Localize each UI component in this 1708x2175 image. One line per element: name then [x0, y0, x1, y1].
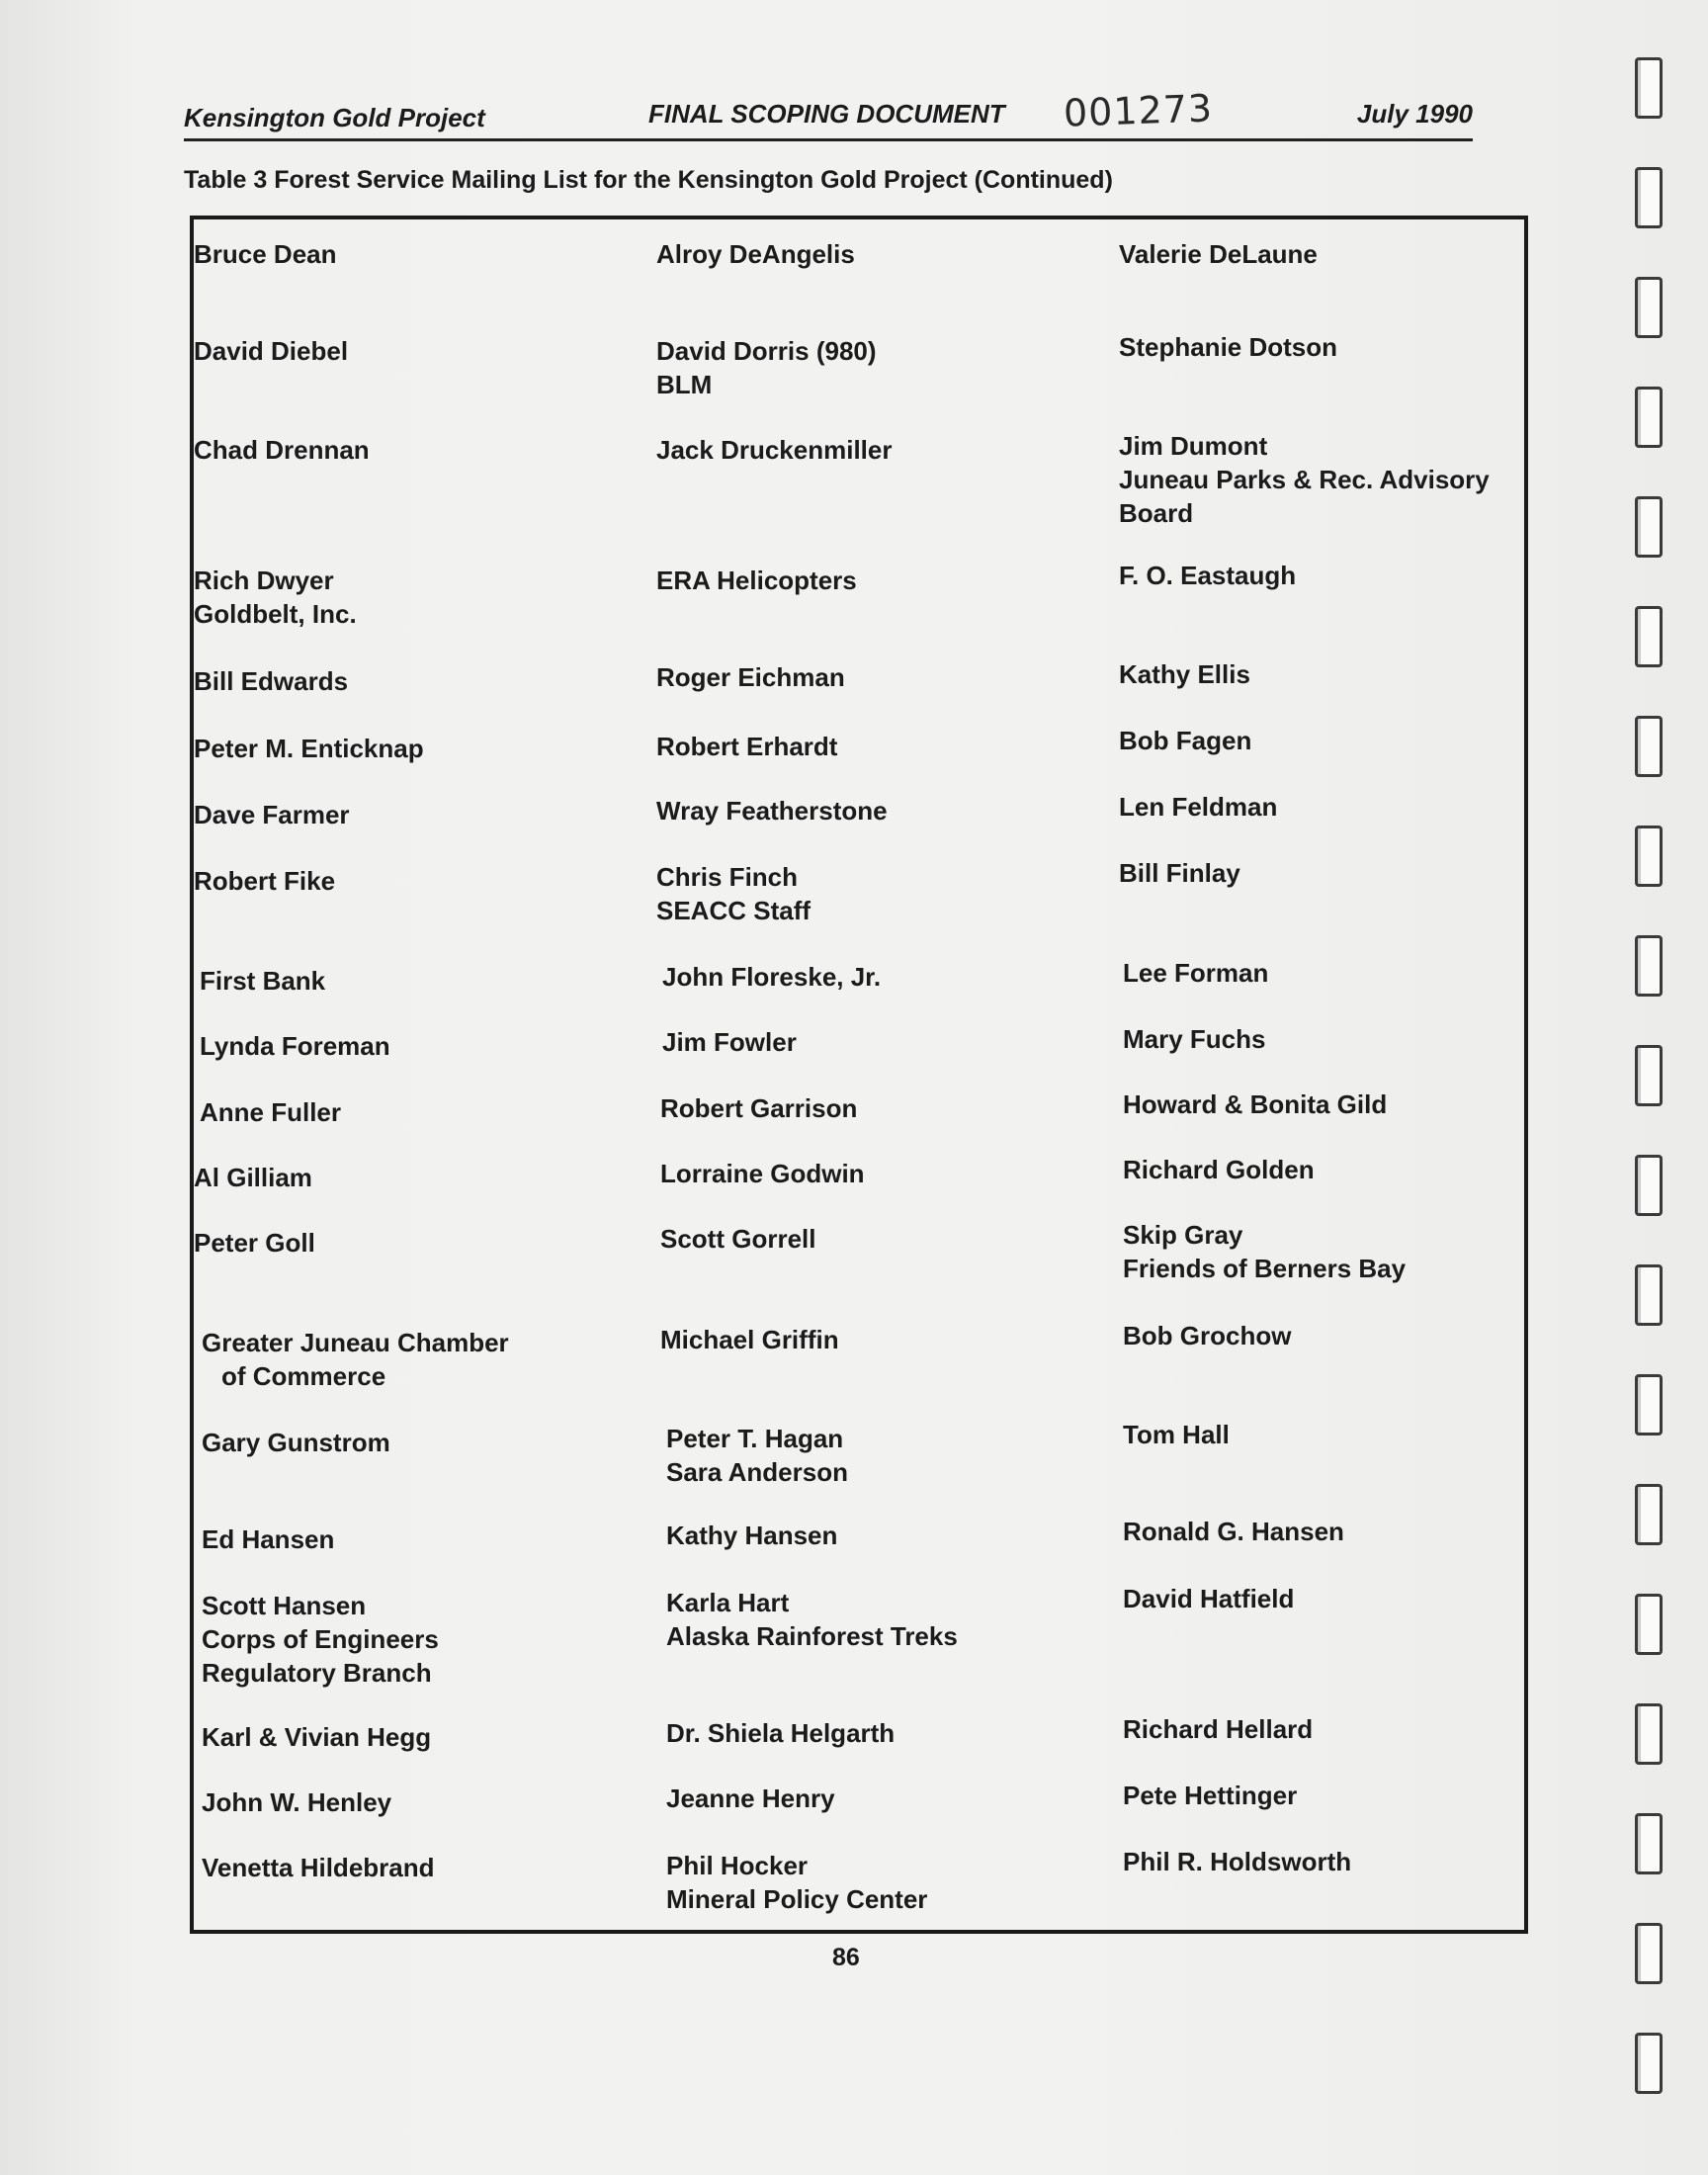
entry-affiliation: Goldbelt, Inc. [194, 599, 357, 629]
entry-name: Scott Hansen [202, 1591, 367, 1620]
mailing-list-entry [1123, 1319, 1291, 1352]
mailing-list-entry [202, 1426, 390, 1459]
mailing-list-entry [194, 237, 337, 271]
entry-affiliation: SEACC Staff [656, 896, 811, 925]
handwritten-document-number: 001273 [1063, 86, 1214, 135]
entry-name: Bruce Dean [194, 239, 337, 269]
mailing-list-entry [656, 660, 845, 694]
entry-name: F. O. Eastaugh [1119, 561, 1297, 590]
mailing-list-entry [194, 1226, 315, 1260]
mailing-list-entry [666, 1782, 835, 1815]
mailing-list-entry [666, 1716, 895, 1750]
entry-name: Bill Edwards [194, 666, 349, 696]
entry-name: Roger Eichman [656, 662, 845, 692]
page-header [184, 86, 1473, 141]
mailing-list-entry [194, 798, 350, 831]
mailing-list-entry [194, 433, 370, 467]
entry-name: ERA Helicopters [656, 566, 857, 595]
mailing-list-entry [194, 732, 424, 765]
entry-name: Anne Fuller [200, 1097, 342, 1127]
entry-name: Tom Hall [1123, 1420, 1230, 1449]
entry-name: Karla Hart [666, 1588, 790, 1617]
page-number: 86 [832, 1944, 860, 1971]
mailing-list-entry [666, 1519, 837, 1552]
entry-name: John Floreske, Jr. [662, 962, 882, 992]
mailing-list-entry [200, 964, 325, 998]
entry-name: Wray Featherstone [656, 796, 888, 826]
entry-name: Pete Hettinger [1123, 1781, 1298, 1810]
entry-name: Peter M. Enticknap [194, 734, 424, 763]
binder-hole [1635, 606, 1663, 667]
entry-name: Al Gilliam [194, 1163, 312, 1192]
entry-name: Dr. Shiela Helgarth [666, 1718, 896, 1748]
entry-affiliation: Board [1119, 498, 1194, 528]
entry-name: Lee Forman [1123, 958, 1269, 988]
mailing-list-entry [666, 1422, 848, 1489]
mailing-list-entry [1119, 559, 1296, 592]
project-name: Kensington Gold Project [184, 103, 485, 132]
mailing-list-entry [1123, 1153, 1315, 1186]
mailing-list-entry [1123, 1218, 1406, 1285]
binder-hole [1635, 1374, 1663, 1436]
mailing-list-entry [660, 1091, 857, 1125]
binder-hole [1635, 1594, 1663, 1655]
mailing-list-entry [1119, 330, 1337, 364]
table-title: Table 3 Forest Service Mailing List for the Kensington Gold Project (Continued) [184, 166, 1113, 194]
entry-name: Robert Fike [194, 866, 336, 896]
mailing-list-entry [194, 664, 348, 698]
entry-name: Gary Gunstrom [202, 1428, 390, 1457]
mailing-list-entry [656, 794, 888, 827]
mailing-list-entry [1123, 1582, 1294, 1615]
entry-name: Bob Grochow [1123, 1321, 1292, 1350]
entry-name: Lorraine Godwin [660, 1159, 865, 1188]
mailing-list-entry [1119, 724, 1251, 757]
entry-name: Stephanie Dotson [1119, 332, 1338, 362]
entry-name: David Diebel [194, 336, 349, 366]
mailing-list-entry [1119, 237, 1318, 271]
entry-name: Richard Hellard [1123, 1714, 1314, 1744]
binder-holes [1635, 57, 1661, 2153]
entry-name: Greater Juneau Chamber [202, 1328, 509, 1357]
mailing-list-entry [194, 564, 357, 631]
entry-name: Len Feldman [1119, 792, 1278, 822]
binder-hole [1635, 826, 1663, 887]
mailing-list-entry [656, 433, 892, 467]
mailing-list-entry [200, 1029, 390, 1063]
binder-hole [1635, 387, 1663, 448]
binder-hole [1635, 935, 1663, 997]
mailing-list-entry [656, 860, 811, 927]
entry-name: Rich Dwyer [194, 566, 334, 595]
entry-name: Skip Gray [1123, 1220, 1243, 1250]
document-title: FINAL SCOPING DOCUMENT [648, 99, 1005, 129]
mailing-list-entry [202, 1326, 509, 1393]
document-date: July 1990 [1356, 99, 1473, 129]
binder-hole [1635, 167, 1663, 228]
mailing-list-entry [666, 1586, 958, 1653]
mailing-list-entry [1119, 429, 1490, 530]
entry-name: Kathy Hansen [666, 1521, 838, 1550]
mailing-list-entry [194, 864, 335, 898]
mailing-list-entry [660, 1222, 815, 1256]
binder-hole [1635, 716, 1663, 777]
mailing-list-entry [1119, 856, 1240, 890]
mailing-list-entry [194, 334, 348, 368]
entry-name: Jim Dumont [1119, 431, 1268, 461]
entry-name: Phil Hocker [666, 1851, 809, 1880]
entry-name: Robert Garrison [660, 1093, 858, 1123]
mailing-list-entry [202, 1851, 435, 1884]
binder-hole [1635, 1264, 1663, 1326]
entry-name: Venetta Hildebrand [202, 1853, 435, 1882]
mailing-list-entry [656, 730, 837, 763]
entry-name: David Dorris (980) [656, 336, 877, 366]
mailing-list-entry [660, 1323, 839, 1356]
mailing-list-entry [656, 334, 877, 401]
binder-hole [1635, 1813, 1663, 1874]
binder-hole [1635, 1045, 1663, 1106]
binder-hole [1635, 1155, 1663, 1216]
entry-name: John W. Henley [202, 1787, 392, 1817]
entry-affiliation: Regulatory Branch [202, 1658, 432, 1688]
entry-name: Scott Gorrell [660, 1224, 816, 1254]
mailing-list-entry [1119, 657, 1250, 691]
entry-name: Karl & Vivian Hegg [202, 1722, 432, 1752]
mailing-list-entry [1123, 1418, 1230, 1451]
entry-name: Dave Farmer [194, 800, 350, 829]
mailing-list-entry [194, 1161, 312, 1194]
entry-affiliation: Sara Anderson [666, 1457, 848, 1487]
binder-hole [1635, 496, 1663, 558]
entry-affiliation: BLM [656, 370, 713, 399]
entry-name: Ronald G. Hansen [1123, 1517, 1344, 1546]
mailing-list-entry [1123, 1088, 1387, 1121]
entry-name: Mary Fuchs [1123, 1024, 1266, 1054]
binder-hole [1635, 1484, 1663, 1545]
binder-hole [1635, 1923, 1663, 1984]
mailing-list-entry [1123, 1779, 1297, 1812]
entry-name: Michael Griffin [660, 1325, 839, 1354]
entry-name: Bob Fagen [1119, 726, 1252, 755]
entry-name: Alroy DeAngelis [656, 239, 855, 269]
entry-name: First Bank [200, 966, 326, 996]
mailing-list-entry [656, 564, 857, 597]
entry-name: Jim Fowler [662, 1027, 797, 1057]
mailing-list-entry [200, 1095, 341, 1129]
entry-affiliation: Corps of Engineers [202, 1624, 439, 1654]
binder-hole [1635, 277, 1663, 338]
binder-hole [1635, 2033, 1663, 2094]
entry-name: Phil R. Holdsworth [1123, 1847, 1352, 1876]
mailing-list-entry [1123, 1515, 1344, 1548]
entry-name: Jack Druckenmiller [656, 435, 893, 465]
mailing-list-entry [662, 960, 881, 994]
entry-name: Robert Erhardt [656, 732, 838, 761]
binder-hole [1635, 1703, 1663, 1765]
entry-name: Chris Finch [656, 862, 799, 892]
entry-affiliation: Mineral Policy Center [666, 1884, 928, 1914]
mailing-list-entry [666, 1849, 927, 1916]
mailing-list-entry [1119, 790, 1277, 824]
mailing-list-entry [662, 1025, 797, 1059]
entry-name: Peter Goll [194, 1228, 315, 1258]
entry-name: Chad Drennan [194, 435, 370, 465]
mailing-list-entry [202, 1522, 334, 1556]
mailing-list-entry [1123, 1712, 1313, 1746]
mailing-list-entry [202, 1589, 439, 1690]
entry-affiliation: Friends of Berners Bay [1123, 1254, 1407, 1283]
entry-name: David Hatfield [1123, 1584, 1295, 1613]
mailing-list-entry [656, 237, 855, 271]
entry-name: Bill Finlay [1119, 858, 1240, 888]
mailing-list-entry [1123, 1022, 1266, 1056]
entry-name: Jeanne Henry [666, 1784, 835, 1813]
mailing-list-entry [202, 1720, 431, 1754]
mailing-list-entry [1123, 956, 1268, 990]
mailing-list-entry [1123, 1845, 1351, 1878]
binder-hole [1635, 57, 1663, 119]
entry-name: Kathy Ellis [1119, 659, 1250, 689]
entry-name: Peter T. Hagan [666, 1424, 844, 1453]
mailing-list-entry [660, 1157, 865, 1190]
entry-affiliation: of Commerce [221, 1361, 386, 1391]
entry-name: Ed Hansen [202, 1524, 335, 1554]
entry-name: Howard & Bonita Gild [1123, 1089, 1388, 1119]
entry-name: Valerie DeLaune [1119, 239, 1318, 269]
mailing-list-entry [202, 1785, 391, 1819]
entry-name: Richard Golden [1123, 1155, 1315, 1184]
entry-affiliation: Alaska Rainforest Treks [666, 1621, 958, 1651]
entry-affiliation: Juneau Parks & Rec. Advisory [1119, 465, 1490, 494]
entry-name: Lynda Foreman [200, 1031, 390, 1061]
